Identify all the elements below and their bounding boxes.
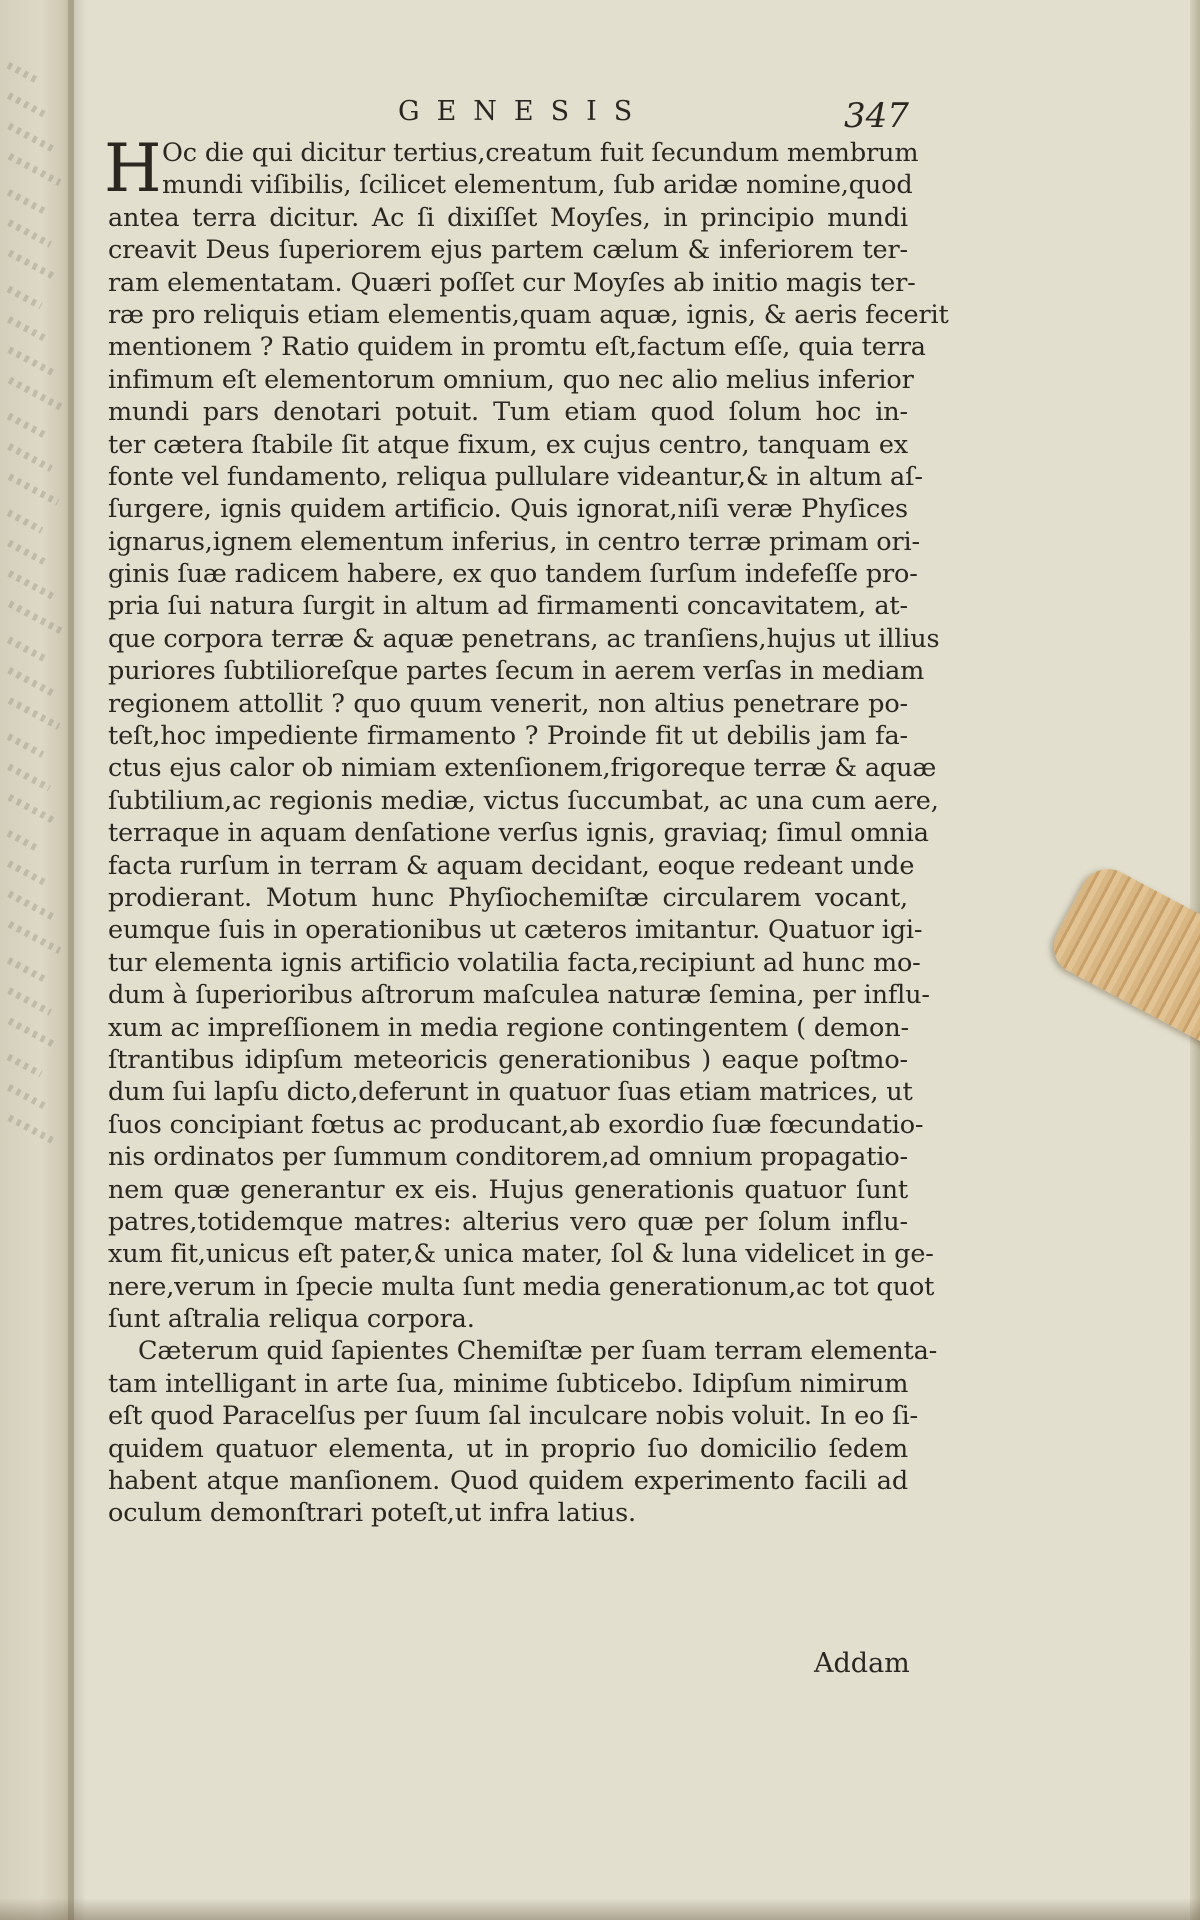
text-line: ram elementatam. Quæri poſſet cur Moyſes ab initio magis ter- [108,267,916,298]
text-line: habent atque manſionem. Quod quidem experimento facili ad [108,1466,908,1497]
text-line: xum fit,unicus eſt pater,& unica mater, ſol & luna videlicet in ge- [108,1239,934,1270]
drop-cap: H [104,130,162,207]
text-line: mundi viſibilis, ſcilicet elementum, ſub aridæ nomine,quod [162,170,913,201]
text-line: creavit Deus ſuperiorem ejus partem cælum & inferiorem ter- [108,235,908,266]
text-line: ſuos concipiant fœtus ac producant,ab exordio ſuæ fœcundatio- [108,1109,924,1140]
text-line: oculum demonſtrari poteſt,ut infra latius. [108,1498,636,1529]
text-line: tur elementa ignis artificio volatilia facta,recipiunt ad hunc mo- [108,947,921,978]
page-bottom-edge [0,1898,1200,1920]
catchword: Addam [814,1648,910,1679]
text-line: ſubtilium,ac regionis mediæ, victus ſuccumbat, ac una cum aere, [108,785,939,816]
text-line: eſt quod Paracelſus per ſuum ſal inculcare nobis voluit. In eo ſi- [108,1401,918,1432]
text-line: ginis ſuæ radicem habere, ex quo tandem ſurſum indefeſſe pro- [108,559,918,590]
text-line: mentionem ? Ratio quidem in promtu eſt,factum eſſe, quia terra [108,332,926,363]
text-line: nere,verum in ſpecie multa ſunt media generationum,ac tot quot [108,1271,935,1302]
text-line: infimum eſt elementorum omnium, quo nec alio melius inferior [108,364,914,395]
text-line: fonte vel fundamento, reliqua pullulare videantur,& in altum aſ- [108,461,923,492]
text-line: regionem attollit ? quo quum venerit, non altius penetrare po- [108,688,908,719]
wooden-bookmark [1044,859,1200,1056]
text-line: ſtrantibus idipſum meteoricis generationibus ) eaque poſtmo- [108,1044,908,1075]
text-line: ſunt aſtralia reliqua corpora. [108,1304,475,1335]
text-line: dum à ſuperioribus aſtrorum maſculea naturæ ſemina, per influ- [108,980,930,1011]
text-line: patres,totidemque matres: alterius vero quæ per ſolum influ- [108,1206,908,1237]
text-line: pria ſui natura ſurgit in altum ad firmamenti concavitatem, at- [108,591,908,622]
text-line: tam intelligant in arte ſua, minime ſubticebo. Idipſum nimirum [108,1368,909,1399]
text-line: dum ſui lapſu dicto,deferunt in quatuor ſuas etiam matrices, ut [108,1077,913,1108]
text-line: ctus ejus calor ob nimiam extenſionem,frigoreque terræ & aquæ [108,753,937,784]
text-line: Oc die qui dicitur tertius,creatum fuit ſecundum membrum [162,138,919,168]
text-line: Cæterum quid ſapientes Chemiſtæ per ſuam terram elementa- [138,1336,938,1367]
text-line: facta rurſum in terram & aquam decidant, eoque redeant unde [108,850,915,881]
text-line: ter cætera ſtabile ſit atque fixum, ex cujus centro, tanquam ex [108,429,908,460]
paragraph-2 [108,1335,938,1529]
text-line: nis ordinatos per ſummum conditorem,ad omnium propagatio- [108,1142,908,1173]
gutter-shadow [68,0,86,1920]
text-line: puriores ſubtilioreſque partes ſecum in aerem verſas in mediam [108,656,925,687]
page-number: 347 [844,96,909,136]
text-block [104,130,949,1530]
paragraph-1 [108,137,949,1335]
running-head: GENESIS [398,96,650,127]
text-line: xum ac impreſſionem in media regione contingentem ( demon- [108,1012,909,1043]
text-line: que corpora terræ & aquæ penetrans, ac tranſiens,hujus ut illius [108,623,940,654]
text-line: eumque ſuis in operationibus ut cæteros imitantur. Quatuor igi- [108,915,923,946]
text-line: mundi pars denotari potuit. Tum etiam quod ſolum hoc in- [108,397,908,428]
text-line: ignarus,ignem elementum inferius, in centro terræ primam ori- [108,526,921,557]
text-line: prodierant. Motum hunc Phyſiochemiſtæ circularem vocant, [108,882,908,913]
text-line: teſt,hoc impediente firmamento ? Proinde fit ut debilis jam fa- [108,721,908,752]
text-line: antea terra dicitur. Ac ſi dixiſſet Moyſes, in principio mundi [108,202,908,233]
text-line: ræ pro reliquis etiam elementis,quam aquæ, ignis, & aeris fecerit [108,299,949,330]
text-line: terraque in aquam denſatione verſus ignis, graviaq; ſimul omnia [108,818,929,849]
text-line: quidem quatuor elementa, ut in proprio ſuo domicilio ſedem [108,1433,908,1464]
text-line: nem quæ generantur ex eis. Hujus generationis quatuor ſunt [108,1174,908,1205]
text-line: ſurgere, ignis quidem artificio. Quis ignorat,niſi veræ Phyſices [108,494,908,525]
